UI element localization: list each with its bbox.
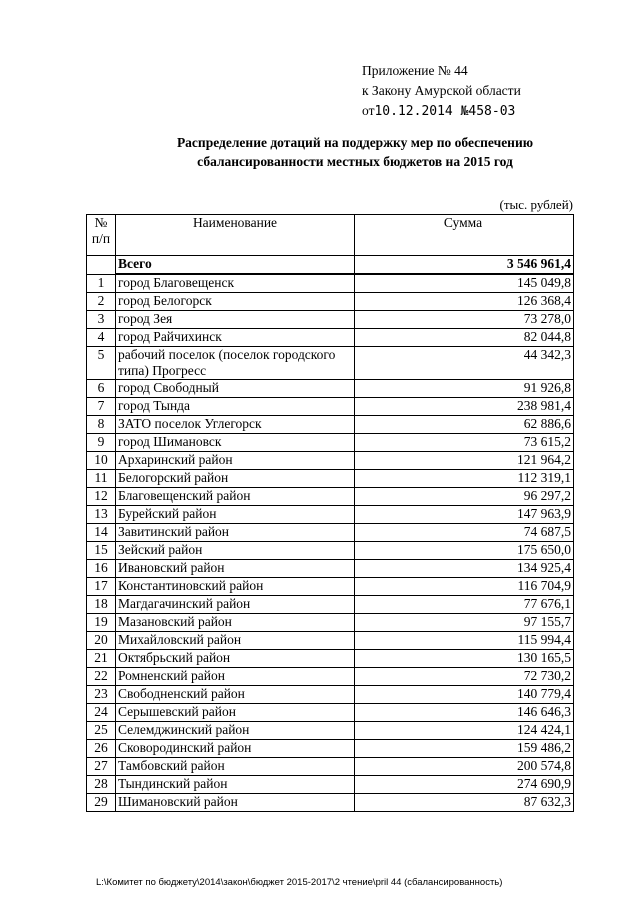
- table-row: [87, 668, 574, 686]
- table-row: [87, 293, 574, 311]
- row-number: 20: [87, 632, 116, 650]
- table-row: [87, 398, 574, 416]
- date-prefix: от: [362, 103, 375, 118]
- row-name: Белогорский район: [116, 470, 355, 488]
- title-line-2: сбалансированности местных бюджетов на 2015 год: [197, 154, 513, 169]
- row-sum: 82 044,8: [355, 329, 574, 347]
- row-sum: 134 925,4: [355, 560, 574, 578]
- row-name: Ивановский район: [116, 560, 355, 578]
- row-sum: 200 574,8: [355, 758, 574, 776]
- table-row: [87, 686, 574, 704]
- row-name: город Благовещенск: [116, 274, 355, 293]
- row-number: 9: [87, 434, 116, 452]
- row-sum: 146 646,3: [355, 704, 574, 722]
- row-name: Архаринский район: [116, 452, 355, 470]
- table-row: [87, 524, 574, 542]
- row-name: Ромненский район: [116, 668, 355, 686]
- appendix-header: [362, 61, 521, 122]
- row-name: город Свободный: [116, 380, 355, 398]
- row-name: Магдагачинский район: [116, 596, 355, 614]
- row-number: 14: [87, 524, 116, 542]
- law-reference: к Закону Амурской области: [362, 83, 521, 98]
- table-row: [87, 434, 574, 452]
- row-name: Благовещенский район: [116, 488, 355, 506]
- row-sum: 44 342,3: [355, 347, 574, 380]
- row-number: 24: [87, 704, 116, 722]
- row-sum: 124 424,1: [355, 722, 574, 740]
- title-line-1: Распределение дотаций на поддержку мер по обеспечению: [176, 135, 534, 150]
- table-row: [87, 506, 574, 524]
- row-name: Мазановский район: [116, 614, 355, 632]
- row-number: 4: [87, 329, 116, 347]
- row-name: рабочий поселок (поселок городского типа) Прогресс: [116, 347, 355, 380]
- total-sum: 3 546 961,4: [355, 256, 574, 275]
- row-name: Бурейский район: [116, 506, 355, 524]
- row-name: Завитинский район: [116, 524, 355, 542]
- row-name: Зейский район: [116, 542, 355, 560]
- table-row: [87, 722, 574, 740]
- row-number: 26: [87, 740, 116, 758]
- row-name: ЗАТО поселок Углегорск: [116, 416, 355, 434]
- allocation-table: [86, 214, 574, 812]
- row-sum: 91 926,8: [355, 380, 574, 398]
- table-row: [87, 776, 574, 794]
- row-name: Михайловский район: [116, 632, 355, 650]
- row-number: 23: [87, 686, 116, 704]
- row-name: Шимановский район: [116, 794, 355, 812]
- table-row: [87, 329, 574, 347]
- row-sum: 175 650,0: [355, 542, 574, 560]
- row-number: 12: [87, 488, 116, 506]
- table-row: [87, 542, 574, 560]
- table-row: [87, 347, 574, 380]
- row-sum: 74 687,5: [355, 524, 574, 542]
- row-sum: 115 994,4: [355, 632, 574, 650]
- row-number: 19: [87, 614, 116, 632]
- row-sum: 77 676,1: [355, 596, 574, 614]
- row-sum: 130 165,5: [355, 650, 574, 668]
- table-row: [87, 578, 574, 596]
- row-sum: 121 964,2: [355, 452, 574, 470]
- row-name: Тамбовский район: [116, 758, 355, 776]
- table-row: [87, 470, 574, 488]
- row-number: 28: [87, 776, 116, 794]
- row-sum: 97 155,7: [355, 614, 574, 632]
- table-row: [87, 452, 574, 470]
- row-sum: 126 368,4: [355, 293, 574, 311]
- row-name: Октябрьский район: [116, 650, 355, 668]
- row-number: 27: [87, 758, 116, 776]
- row-number: 2: [87, 293, 116, 311]
- row-name: город Белогорск: [116, 293, 355, 311]
- table-row: [87, 274, 574, 293]
- row-name: Селемджинский район: [116, 722, 355, 740]
- row-name: Серышевский район: [116, 704, 355, 722]
- row-name: город Тында: [116, 398, 355, 416]
- row-sum: 73 615,2: [355, 434, 574, 452]
- row-name: Сковородинский район: [116, 740, 355, 758]
- row-sum: 87 632,3: [355, 794, 574, 812]
- table-row: [87, 650, 574, 668]
- row-name: Константиновский район: [116, 578, 355, 596]
- row-name: город Райчихинск: [116, 329, 355, 347]
- table-row: [87, 740, 574, 758]
- document-title: [90, 133, 620, 171]
- table-row: [87, 758, 574, 776]
- row-name: город Шимановск: [116, 434, 355, 452]
- row-number: 18: [87, 596, 116, 614]
- appendix-number: Приложение № 44: [362, 63, 468, 78]
- row-number: 15: [87, 542, 116, 560]
- row-number: 10: [87, 452, 116, 470]
- row-name: город Зея: [116, 311, 355, 329]
- row-number: 7: [87, 398, 116, 416]
- row-number: 6: [87, 380, 116, 398]
- row-sum: 62 886,6: [355, 416, 574, 434]
- row-number: 5: [87, 347, 116, 380]
- row-sum: 72 730,2: [355, 668, 574, 686]
- row-sum: 159 486,2: [355, 740, 574, 758]
- row-number: 16: [87, 560, 116, 578]
- table-row: [87, 596, 574, 614]
- table-row: [87, 560, 574, 578]
- row-number: 29: [87, 794, 116, 812]
- table-row: [87, 380, 574, 398]
- row-number: 8: [87, 416, 116, 434]
- table-row: [87, 614, 574, 632]
- header-num: № п/п: [87, 215, 116, 256]
- total-num: [87, 256, 116, 275]
- row-sum: 73 278,0: [355, 311, 574, 329]
- table-row: [87, 632, 574, 650]
- row-sum: 147 963,9: [355, 506, 574, 524]
- row-sum: 145 049,8: [355, 274, 574, 293]
- table-row: [87, 704, 574, 722]
- row-number: 22: [87, 668, 116, 686]
- table-row: [87, 794, 574, 812]
- table-row: [87, 488, 574, 506]
- header-sum: Сумма: [355, 215, 574, 256]
- row-number: 13: [87, 506, 116, 524]
- row-sum: 140 779,4: [355, 686, 574, 704]
- table-row: [87, 311, 574, 329]
- row-number: 11: [87, 470, 116, 488]
- row-name: Тындинский район: [116, 776, 355, 794]
- row-number: 1: [87, 274, 116, 293]
- date-stamp: 10.12.2014 №458-03: [374, 104, 516, 119]
- row-number: 3: [87, 311, 116, 329]
- row-number: 25: [87, 722, 116, 740]
- row-sum: 96 297,2: [355, 488, 574, 506]
- table-header-row: [87, 215, 574, 256]
- file-path-footer: L:\Комитет по бюджету\2014\закон\бюджет 2015-2017\2 чтение\pril 44 (сбалансированность): [96, 877, 503, 888]
- total-label: Всего: [116, 256, 355, 275]
- row-sum: 112 319,1: [355, 470, 574, 488]
- row-sum: 116 704,9: [355, 578, 574, 596]
- row-sum: 238 981,4: [355, 398, 574, 416]
- row-number: 21: [87, 650, 116, 668]
- header-name: Наименование: [116, 215, 355, 256]
- law-date-line: [362, 101, 521, 122]
- units-label: (тыс. рублей): [499, 197, 573, 212]
- row-sum: 274 690,9: [355, 776, 574, 794]
- table-row: [87, 416, 574, 434]
- row-number: 17: [87, 578, 116, 596]
- total-row: [87, 256, 574, 275]
- row-name: Свободненский район: [116, 686, 355, 704]
